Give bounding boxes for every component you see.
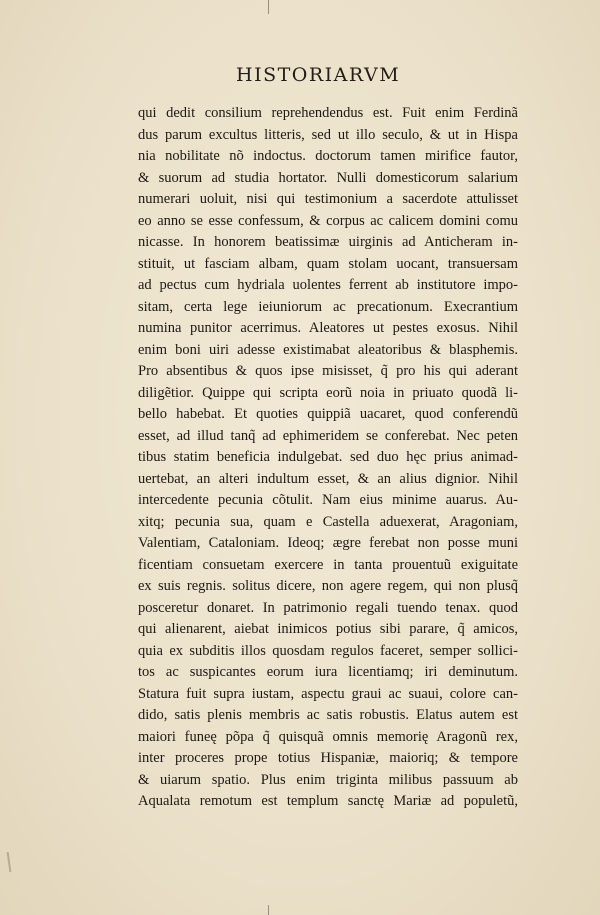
text-line: esset, ad illud tanq̃ ad ephimeridem se conferebat. Nec peten [138, 427, 518, 444]
text-line: posceretur donaret. In patrimonio regali tuendo tenax. quod [138, 599, 518, 616]
text-line: & uiarum spatio. Plus enim triginta milibus passuum ab [138, 771, 518, 788]
text-line: Aqualata remotum est templum sanctę Mariæ ad populetũ, [138, 793, 518, 809]
text-line: qui alienarent, aiebat inimicos potius sibi parare, q̃ amicos, [138, 621, 518, 637]
text-line: tos ac suspicantes eorum iura licentiamq; iri deminutum. [138, 664, 518, 680]
text-line: intercedente pecunia cõtulit. Nam eius minime auarus. Au- [138, 492, 518, 508]
text-line: diligẽtior. Quippe qui scripta eorũ noia in priuato quodã li- [138, 384, 518, 401]
page-edge-mark-bottom [268, 905, 269, 915]
text-line: enim boni uiri adesse existimabat aleatoribus & blasphemis. [138, 341, 518, 358]
text-line: ex suis regnis. solitus dicere, non agere regem, qui non plusq̃ [138, 578, 518, 594]
text-line: tibus statim beneficia indulgebat. sed duo hęc prius animad- [138, 449, 518, 465]
page-edge-mark-top [268, 0, 269, 14]
text-line: dus parum excultus litteris, sed ut illo seculo, & ut in Hispa [138, 126, 518, 143]
text-line: qui dedit consilium reprehendendus est. Fuit enim Ferdinã [138, 105, 518, 121]
text-line: numerari uoluit, nisi qui testimonium a sacerdote attulisset [138, 191, 518, 207]
text-line: bello habebat. Et quoties quippiã uacaret, quod conferendũ [138, 406, 518, 422]
running-head: HISTORIARVM [236, 64, 401, 86]
text-line: ad pectus cum hydriala uolentes ferrent ab institutore impo- [138, 277, 518, 293]
text-line: sitam, certa lege ieiuniorum ac precationum. Execrantium [138, 298, 518, 315]
text-line: eo anno se esse confessum, & corpus ac calicem domini comu [138, 212, 518, 229]
text-line: & suorum ad studia hortator. Nulli domesticorum salarium [138, 169, 518, 186]
text-line: Pro absentibus & quos ipse misisset, q̃ pro his qui aderant [138, 363, 518, 379]
text-line: stituit, ut fasciam albam, quam stolam uocant, transuersam [138, 255, 518, 272]
page-margin-mark [7, 852, 12, 872]
text-line: inter proceres prope totius Hispaniæ, maioriq; & tempore [138, 750, 518, 766]
text-line: uertebat, an alteri indultum esset, & an alius dignior. Nihil [138, 470, 518, 487]
text-line: ficentiam consuetam exercere in tanta prouentuũ exiguitate [138, 556, 518, 573]
text-line: Statura fuit supra iustam, aspectu graui ac suaui, colore can- [138, 685, 518, 702]
text-line: dido, satis plenis membris ac satis robustis. Elatus autem est [138, 707, 518, 723]
text-line: nia nobilitate nõ indoctus. doctorum tamen mirifice fautor, [138, 148, 518, 164]
body-text [138, 103, 518, 813]
text-line: maiori funeę põpa q̃ quisquã omnis memorię Aragonũ rex, [138, 728, 518, 745]
text-line: nicasse. In honorem beatissimæ uirginis ad Anticheram in- [138, 234, 518, 250]
text-line: Valentiam, Cataloniam. Ideoq; ægre ferebat non posse muni [138, 535, 518, 551]
text-line: quia ex subditis illos quosdam regulos faceret, semper sollici- [138, 642, 518, 659]
text-line: numina punitor acerrimus. Aleatores ut pestes exosus. Nihil [138, 320, 518, 336]
text-line: xitq; pecunia sua, quam e Castella aduexerat, Aragoniam, [138, 513, 518, 530]
